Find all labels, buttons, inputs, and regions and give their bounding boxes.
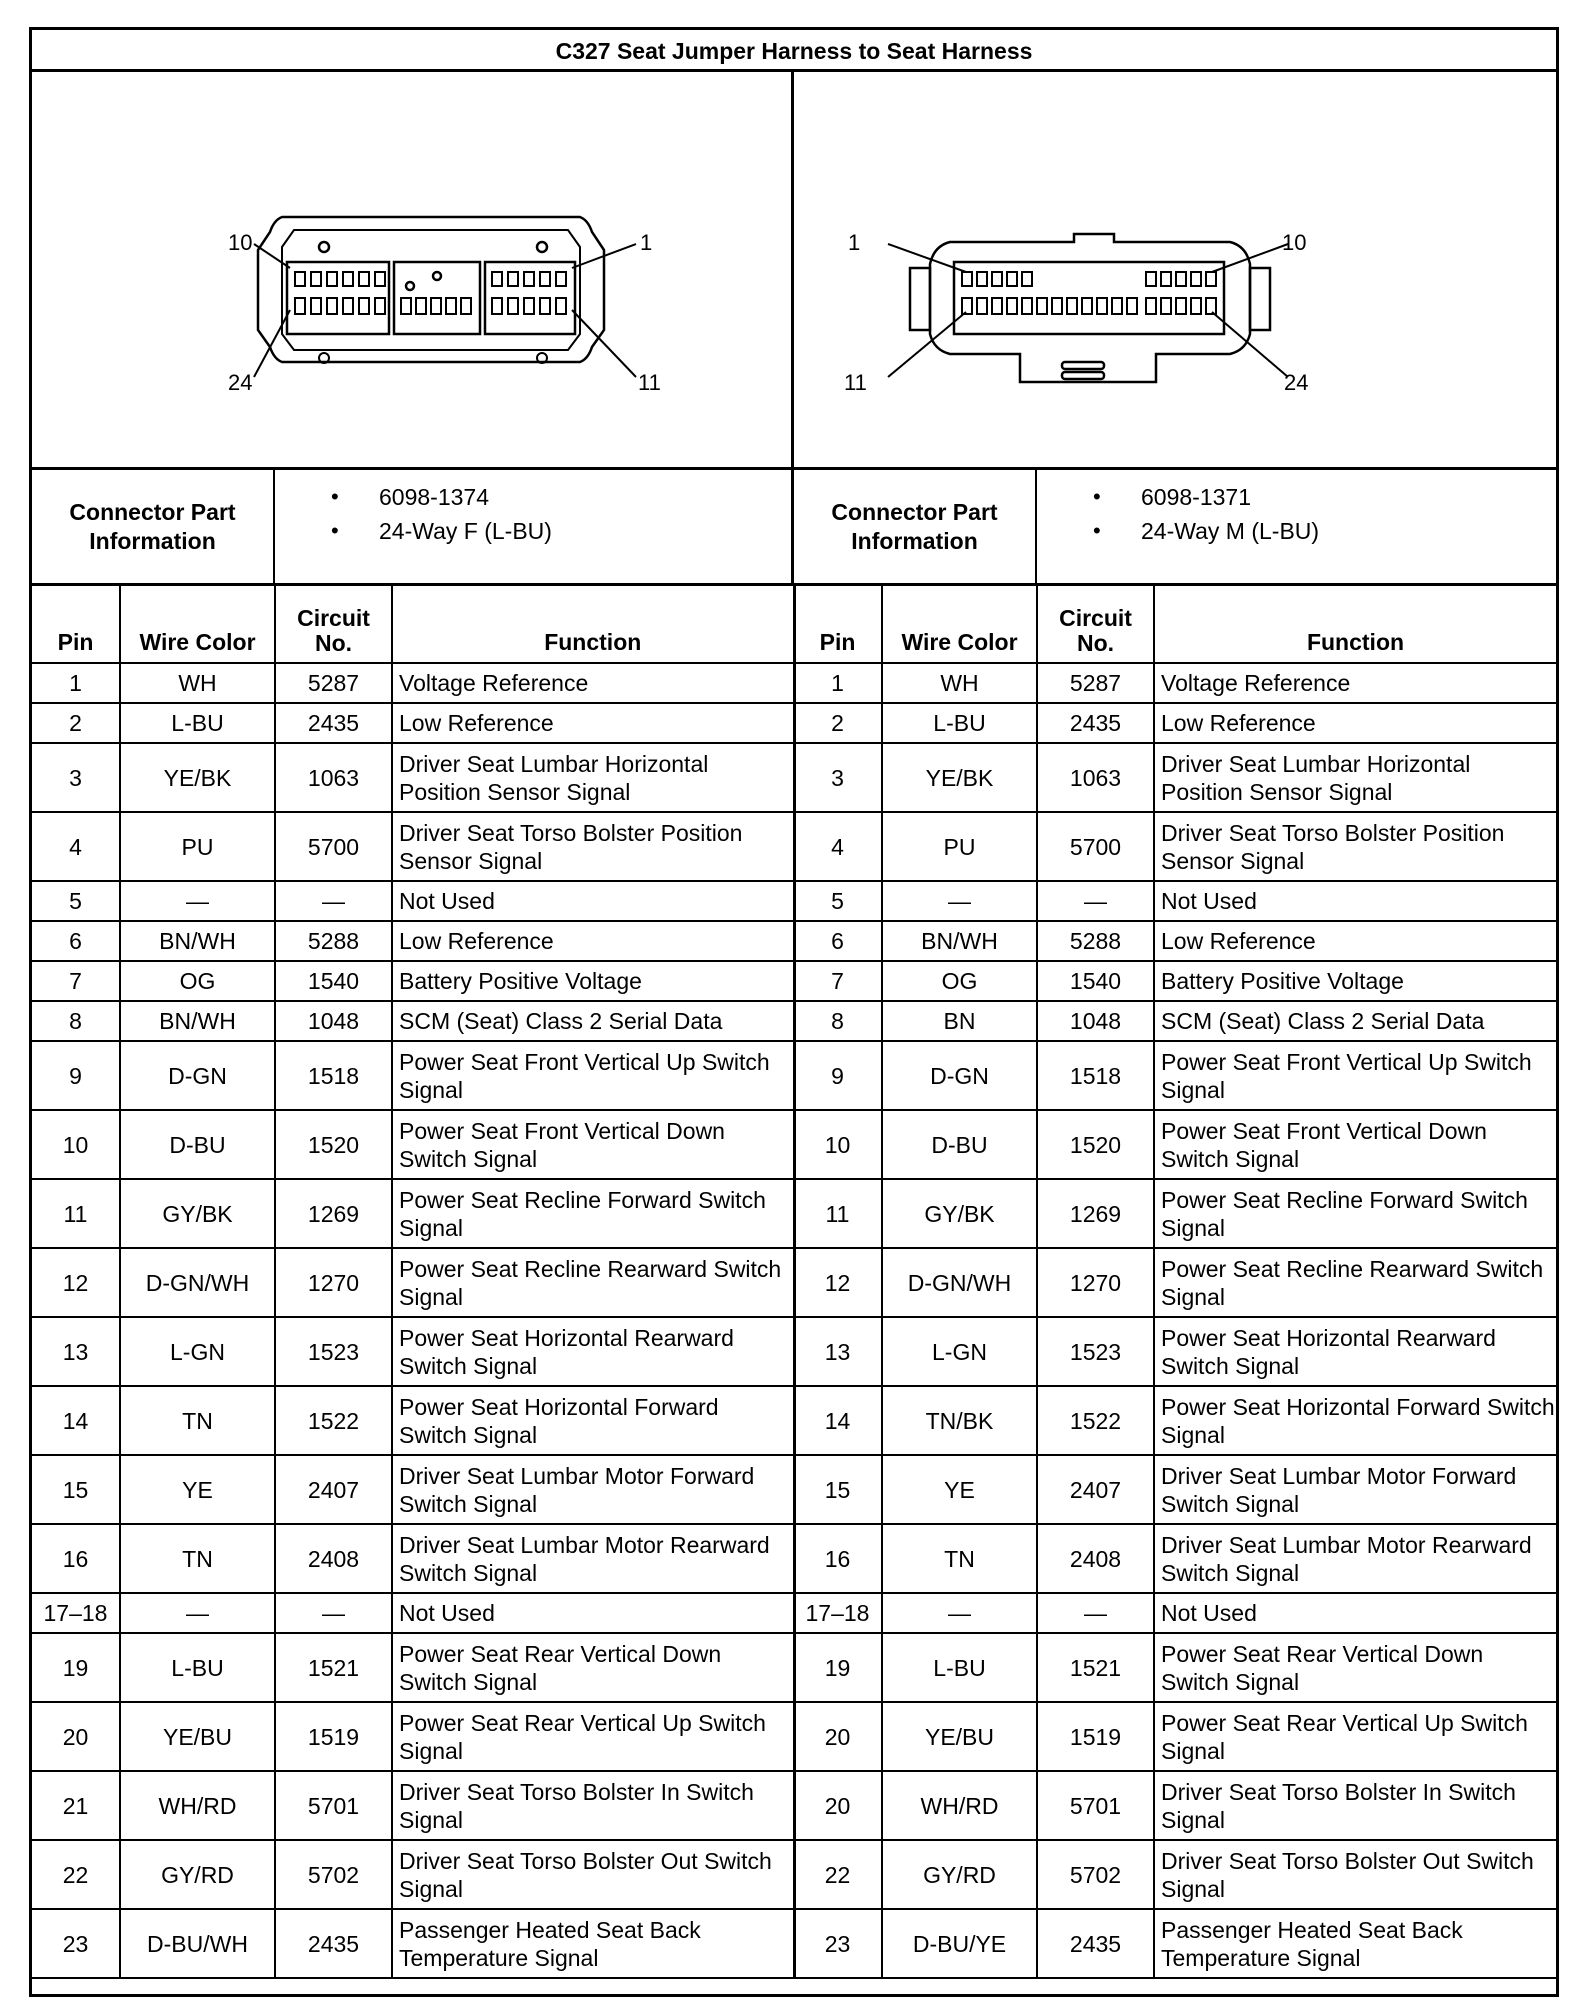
- pin-cell: 14: [32, 1386, 120, 1455]
- function-cell: Passenger Heated Seat Back Temperature Signal: [1154, 1909, 1556, 1978]
- function-cell: Driver Seat Torso Bolster Out Switch Signal: [1154, 1840, 1556, 1909]
- column-header-circuit: Circuit No.: [275, 586, 392, 663]
- pin-cell: 2: [794, 703, 882, 743]
- wire-color-cell: L-BU: [882, 703, 1037, 743]
- function-cell: Not Used: [392, 881, 794, 921]
- circuit-cell: 1518: [1037, 1041, 1154, 1110]
- circuit-cell: 1269: [275, 1179, 392, 1248]
- table-row: [794, 1524, 1556, 1593]
- page-title: C327 Seat Jumper Harness to Seat Harness: [32, 30, 1556, 72]
- table-header-row: [794, 586, 1556, 663]
- column-header-circuit: Circuit No.: [1037, 586, 1154, 663]
- pin-cell: 22: [32, 1840, 120, 1909]
- pin-cell: 4: [32, 812, 120, 881]
- wire-color-cell: —: [882, 1593, 1037, 1633]
- callout-label: 1: [640, 230, 653, 255]
- function-cell: Power Seat Rear Vertical Up Switch Signal: [1154, 1702, 1556, 1771]
- table-row: [794, 1909, 1556, 1978]
- circuit-cell: 5287: [275, 663, 392, 703]
- pin-cell: 9: [794, 1041, 882, 1110]
- column-header-function: Function: [1154, 586, 1556, 663]
- pinout-table-left: [32, 586, 796, 1979]
- function-cell: Power Seat Recline Forward Switch Signal: [392, 1179, 794, 1248]
- wire-color-cell: —: [882, 881, 1037, 921]
- wire-color-cell: PU: [120, 812, 275, 881]
- table-row: [794, 1771, 1556, 1840]
- function-cell: Power Seat Rear Vertical Down Switch Signal: [392, 1633, 794, 1702]
- circuit-cell: 5701: [1037, 1771, 1154, 1840]
- part-info-label: Connector Part Information: [32, 470, 275, 583]
- female-connector-image: [32, 72, 794, 467]
- function-cell: Driver Seat Lumbar Motor Rearward Switch Signal: [1154, 1524, 1556, 1593]
- pin-cell: 6: [32, 921, 120, 961]
- pin-cell: 3: [32, 743, 120, 812]
- wire-color-cell: D-BU: [882, 1110, 1037, 1179]
- table-row: [794, 1041, 1556, 1110]
- pin-cell: 15: [32, 1455, 120, 1524]
- function-cell: Battery Positive Voltage: [392, 961, 794, 1001]
- leader-line: [254, 244, 290, 268]
- pin-cell: 1: [32, 663, 120, 703]
- side-rail: [910, 268, 930, 330]
- pin-cell: 11: [32, 1179, 120, 1248]
- key-slot: [1062, 372, 1104, 379]
- wire-color-cell: D-GN/WH: [882, 1248, 1037, 1317]
- side-rail: [1250, 268, 1270, 330]
- circuit-cell: 1522: [275, 1386, 392, 1455]
- table-row: [794, 1593, 1556, 1633]
- circuit-cell: 1540: [275, 961, 392, 1001]
- wire-color-cell: OG: [882, 961, 1037, 1001]
- function-cell: Power Seat Recline Rearward Switch Signal: [392, 1248, 794, 1317]
- circuit-cell: 1521: [275, 1633, 392, 1702]
- pinout-table-right: [794, 586, 1556, 1979]
- wire-color-cell: YE/BU: [120, 1702, 275, 1771]
- part-info-list: [1037, 470, 1556, 583]
- function-cell: Driver Seat Torso Bolster In Switch Signal: [1154, 1771, 1556, 1840]
- table-row: [794, 1179, 1556, 1248]
- circuit-cell: 5287: [1037, 663, 1154, 703]
- table-row: [32, 812, 794, 881]
- wire-color-cell: L-BU: [120, 1633, 275, 1702]
- table-row: [32, 1840, 794, 1909]
- pin-cell: 10: [794, 1110, 882, 1179]
- circuit-cell: 1063: [275, 743, 392, 812]
- table-row: [794, 1248, 1556, 1317]
- latch-hole: [319, 242, 329, 252]
- table-row: [32, 1633, 794, 1702]
- table-row: [794, 1110, 1556, 1179]
- pin-cell: 4: [794, 812, 882, 881]
- function-cell: Power Seat Horizontal Forward Switch Signal: [1154, 1386, 1556, 1455]
- circuit-cell: 5702: [275, 1840, 392, 1909]
- table-row: [32, 743, 794, 812]
- function-cell: Voltage Reference: [1154, 663, 1556, 703]
- table-row: [32, 1317, 794, 1386]
- circuit-cell: 1519: [275, 1702, 392, 1771]
- key-slot: [1062, 362, 1104, 369]
- pin-cell: 8: [32, 1001, 120, 1041]
- wire-color-cell: D-GN: [120, 1041, 275, 1110]
- part-number: • 6098-1374: [275, 480, 791, 514]
- wire-color-cell: YE/BK: [882, 743, 1037, 812]
- table-row: [32, 1001, 794, 1041]
- table-header-row: [32, 586, 794, 663]
- circuit-cell: 2435: [1037, 703, 1154, 743]
- connector-part-info: [32, 470, 1556, 586]
- latch-hole: [406, 282, 414, 290]
- circuit-cell: 2435: [275, 1909, 392, 1978]
- wire-color-cell: D-GN/WH: [120, 1248, 275, 1317]
- pin-cell: 13: [794, 1317, 882, 1386]
- function-cell: Power Seat Recline Rearward Switch Signal: [1154, 1248, 1556, 1317]
- wire-color-cell: GY/RD: [882, 1840, 1037, 1909]
- leader-line: [254, 310, 290, 377]
- circuit-cell: 1523: [275, 1317, 392, 1386]
- table-row: [32, 1041, 794, 1110]
- function-cell: Driver Seat Lumbar Horizontal Position Sensor Signal: [392, 743, 794, 812]
- callout-label: 24: [228, 370, 253, 395]
- connector-sheet: [29, 27, 1559, 1997]
- leader-line: [888, 312, 966, 377]
- wire-color-cell: D-BU/WH: [120, 1909, 275, 1978]
- circuit-cell: 1520: [275, 1110, 392, 1179]
- wire-color-cell: BN/WH: [882, 921, 1037, 961]
- pin-cell: 22: [794, 1840, 882, 1909]
- pin-cell: 17–18: [32, 1593, 120, 1633]
- wire-color-cell: WH: [882, 663, 1037, 703]
- table-row: [32, 1771, 794, 1840]
- circuit-cell: 1540: [1037, 961, 1154, 1001]
- female-connector-drawing: [32, 72, 791, 467]
- function-cell: Not Used: [1154, 881, 1556, 921]
- table-row: [32, 663, 794, 703]
- pin-cell: 19: [794, 1633, 882, 1702]
- pin-cell: 14: [794, 1386, 882, 1455]
- table-row: [32, 921, 794, 961]
- table-row: [794, 703, 1556, 743]
- connector-outline: [258, 217, 604, 362]
- wire-color-cell: L-BU: [882, 1633, 1037, 1702]
- wire-color-cell: TN: [120, 1524, 275, 1593]
- pin-cell: 20: [794, 1771, 882, 1840]
- table-row: [794, 1386, 1556, 1455]
- circuit-cell: —: [275, 881, 392, 921]
- function-cell: Not Used: [1154, 1593, 1556, 1633]
- pin-cell: 13: [32, 1317, 120, 1386]
- function-cell: Driver Seat Torso Bolster In Switch Signal: [392, 1771, 794, 1840]
- circuit-cell: 2435: [275, 703, 392, 743]
- table-row: [32, 1909, 794, 1978]
- function-cell: Driver Seat Lumbar Horizontal Position Sensor Signal: [1154, 743, 1556, 812]
- circuit-cell: 2407: [275, 1455, 392, 1524]
- circuit-cell: 1063: [1037, 743, 1154, 812]
- wire-color-cell: BN/WH: [120, 1001, 275, 1041]
- pin-cell: 2: [32, 703, 120, 743]
- wire-color-cell: WH: [120, 663, 275, 703]
- table-row: [32, 1386, 794, 1455]
- column-header-wire-color: Wire Color: [120, 586, 275, 663]
- circuit-cell: 2408: [1037, 1524, 1154, 1593]
- column-header-pin: Pin: [794, 586, 882, 663]
- wire-color-cell: TN: [882, 1524, 1037, 1593]
- table-row: [32, 703, 794, 743]
- wire-color-cell: L-GN: [120, 1317, 275, 1386]
- table-row: [32, 1524, 794, 1593]
- circuit-cell: 1522: [1037, 1386, 1154, 1455]
- male-connector-image: [794, 72, 1556, 467]
- circuit-cell: 5700: [275, 812, 392, 881]
- wire-color-cell: BN: [882, 1001, 1037, 1041]
- wire-color-cell: BN/WH: [120, 921, 275, 961]
- circuit-cell: 1048: [1037, 1001, 1154, 1041]
- pin-cell: 6: [794, 921, 882, 961]
- part-number: • 6098-1371: [1037, 480, 1556, 514]
- part-info-list: [275, 470, 794, 583]
- table-row: [794, 663, 1556, 703]
- pin-cell: 19: [32, 1633, 120, 1702]
- column-header-wire-color: Wire Color: [882, 586, 1037, 663]
- table-row: [32, 1455, 794, 1524]
- table-row: [794, 812, 1556, 881]
- function-cell: Driver Seat Lumbar Motor Forward Switch Signal: [1154, 1455, 1556, 1524]
- wire-color-cell: TN/BK: [882, 1386, 1037, 1455]
- callout-label: 11: [844, 370, 867, 395]
- circuit-cell: 1270: [275, 1248, 392, 1317]
- pin-cell: 12: [794, 1248, 882, 1317]
- pin-cell: 7: [794, 961, 882, 1001]
- wire-color-cell: YE: [882, 1455, 1037, 1524]
- wire-color-cell: D-BU: [120, 1110, 275, 1179]
- function-cell: Driver Seat Lumbar Motor Forward Switch Signal: [392, 1455, 794, 1524]
- function-cell: Power Seat Horizontal Rearward Switch Signal: [1154, 1317, 1556, 1386]
- function-cell: Power Seat Front Vertical Down Switch Signal: [1154, 1110, 1556, 1179]
- part-description: • 24-Way F (L-BU): [275, 514, 791, 548]
- wire-color-cell: PU: [882, 812, 1037, 881]
- function-cell: Not Used: [392, 1593, 794, 1633]
- table-row: [794, 1840, 1556, 1909]
- table-row: [32, 1593, 794, 1633]
- circuit-cell: 5288: [1037, 921, 1154, 961]
- function-cell: Passenger Heated Seat Back Temperature Signal: [392, 1909, 794, 1978]
- wire-color-cell: TN: [120, 1386, 275, 1455]
- wire-color-cell: OG: [120, 961, 275, 1001]
- wire-color-cell: D-BU/YE: [882, 1909, 1037, 1978]
- pin-cell: 21: [32, 1771, 120, 1840]
- pin-cell: 15: [794, 1455, 882, 1524]
- pin-cell: 23: [32, 1909, 120, 1978]
- wire-color-cell: GY/BK: [882, 1179, 1037, 1248]
- table-row: [32, 1179, 794, 1248]
- circuit-cell: —: [275, 1593, 392, 1633]
- latch-hole: [433, 272, 441, 280]
- pin-cell: 11: [794, 1179, 882, 1248]
- circuit-cell: —: [1037, 1593, 1154, 1633]
- circuit-cell: —: [1037, 881, 1154, 921]
- pin-cell: 5: [794, 881, 882, 921]
- circuit-cell: 1048: [275, 1001, 392, 1041]
- pin-cell: 17–18: [794, 1593, 882, 1633]
- pin-cell: 10: [32, 1110, 120, 1179]
- table-row: [794, 1455, 1556, 1524]
- table-row: [794, 743, 1556, 812]
- pin-cell: 20: [794, 1702, 882, 1771]
- function-cell: Voltage Reference: [392, 663, 794, 703]
- function-cell: Low Reference: [392, 921, 794, 961]
- table-row: [32, 961, 794, 1001]
- callout-label: 11: [638, 370, 661, 395]
- wire-color-cell: L-GN: [882, 1317, 1037, 1386]
- circuit-cell: 5288: [275, 921, 392, 961]
- connector-images: [32, 72, 1556, 470]
- wire-color-cell: WH/RD: [882, 1771, 1037, 1840]
- pin-cell: 16: [32, 1524, 120, 1593]
- function-cell: Driver Seat Torso Bolster Position Sensor Signal: [392, 812, 794, 881]
- function-cell: SCM (Seat) Class 2 Serial Data: [1154, 1001, 1556, 1041]
- pin-cell: 8: [794, 1001, 882, 1041]
- pin-cell: 20: [32, 1702, 120, 1771]
- male-connector-drawing: [794, 72, 1553, 467]
- wire-color-cell: WH/RD: [120, 1771, 275, 1840]
- pin-cell: 7: [32, 961, 120, 1001]
- circuit-cell: 1520: [1037, 1110, 1154, 1179]
- table-row: [794, 1317, 1556, 1386]
- function-cell: Driver Seat Lumbar Motor Rearward Switch Signal: [392, 1524, 794, 1593]
- wire-color-cell: YE/BK: [120, 743, 275, 812]
- circuit-cell: 2408: [275, 1524, 392, 1593]
- circuit-cell: 1521: [1037, 1633, 1154, 1702]
- callout-label: 10: [1282, 230, 1307, 255]
- circuit-cell: 5701: [275, 1771, 392, 1840]
- circuit-cell: 1518: [275, 1041, 392, 1110]
- wire-color-cell: —: [120, 881, 275, 921]
- table-row: [794, 961, 1556, 1001]
- wire-color-cell: YE: [120, 1455, 275, 1524]
- table-row: [32, 881, 794, 921]
- circuit-cell: 2407: [1037, 1455, 1154, 1524]
- function-cell: Low Reference: [392, 703, 794, 743]
- circuit-cell: 5702: [1037, 1840, 1154, 1909]
- circuit-cell: 1523: [1037, 1317, 1154, 1386]
- wire-color-cell: D-GN: [882, 1041, 1037, 1110]
- table-row: [794, 1001, 1556, 1041]
- wire-color-cell: YE/BU: [882, 1702, 1037, 1771]
- function-cell: Driver Seat Torso Bolster Out Switch Signal: [392, 1840, 794, 1909]
- callout-label: 24: [1284, 370, 1309, 395]
- function-cell: Power Seat Recline Forward Switch Signal: [1154, 1179, 1556, 1248]
- pin-cell: 9: [32, 1041, 120, 1110]
- column-header-function: Function: [392, 586, 794, 663]
- function-cell: Power Seat Front Vertical Down Switch Signal: [392, 1110, 794, 1179]
- part-info-label: Connector Part Information: [794, 470, 1037, 583]
- callout-label: 10: [228, 230, 253, 255]
- part-description: • 24-Way M (L-BU): [1037, 514, 1556, 548]
- wire-color-cell: —: [120, 1593, 275, 1633]
- circuit-cell: 1519: [1037, 1702, 1154, 1771]
- wire-color-cell: GY/BK: [120, 1179, 275, 1248]
- column-header-pin: Pin: [32, 586, 120, 663]
- cavity-grid: [962, 272, 1216, 314]
- table-row: [32, 1248, 794, 1317]
- table-row: [794, 1633, 1556, 1702]
- wire-color-cell: L-BU: [120, 703, 275, 743]
- function-cell: Power Seat Horizontal Rearward Switch Signal: [392, 1317, 794, 1386]
- latch-hole: [537, 242, 547, 252]
- function-cell: Low Reference: [1154, 921, 1556, 961]
- table-row: [32, 1110, 794, 1179]
- table-row: [794, 921, 1556, 961]
- table-row: [32, 1702, 794, 1771]
- pin-cell: 5: [32, 881, 120, 921]
- function-cell: SCM (Seat) Class 2 Serial Data: [392, 1001, 794, 1041]
- connector-inner-outline: [282, 230, 580, 350]
- function-cell: Driver Seat Torso Bolster Position Sensor Signal: [1154, 812, 1556, 881]
- pin-cell: 23: [794, 1909, 882, 1978]
- wire-color-cell: GY/RD: [120, 1840, 275, 1909]
- pin-cell: 16: [794, 1524, 882, 1593]
- table-row: [794, 1702, 1556, 1771]
- function-cell: Battery Positive Voltage: [1154, 961, 1556, 1001]
- pin-cell: 3: [794, 743, 882, 812]
- table-row: [794, 881, 1556, 921]
- circuit-cell: 5700: [1037, 812, 1154, 881]
- circuit-cell: 2435: [1037, 1909, 1154, 1978]
- cavity-grid: [295, 272, 566, 314]
- circuit-cell: 1270: [1037, 1248, 1154, 1317]
- function-cell: Power Seat Rear Vertical Down Switch Signal: [1154, 1633, 1556, 1702]
- function-cell: Power Seat Rear Vertical Up Switch Signal: [392, 1702, 794, 1771]
- function-cell: Low Reference: [1154, 703, 1556, 743]
- pin-cell: 1: [794, 663, 882, 703]
- function-cell: Power Seat Front Vertical Up Switch Signal: [392, 1041, 794, 1110]
- pin-cell: 12: [32, 1248, 120, 1317]
- function-cell: Power Seat Horizontal Forward Switch Signal: [392, 1386, 794, 1455]
- function-cell: Power Seat Front Vertical Up Switch Signal: [1154, 1041, 1556, 1110]
- callout-label: 1: [848, 230, 861, 255]
- circuit-cell: 1269: [1037, 1179, 1154, 1248]
